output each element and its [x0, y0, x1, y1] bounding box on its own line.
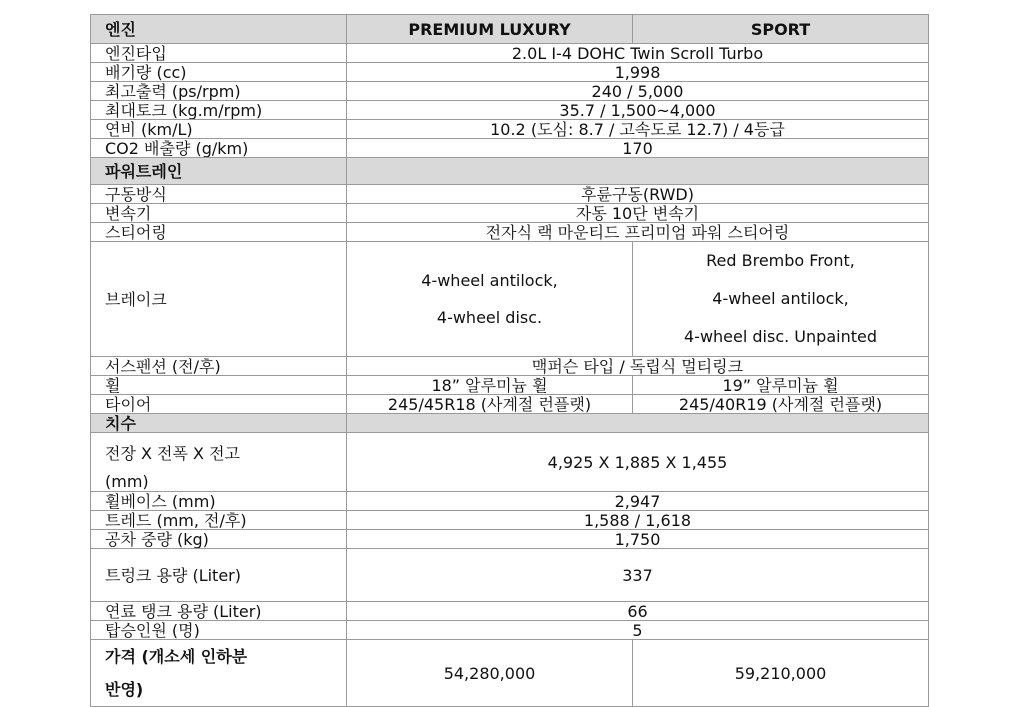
premium-luxury-header: PREMIUM LUXURY [347, 15, 633, 44]
table-row [91, 204, 929, 223]
row-value-sport: 245/40R19 (사계절 런플랫) [633, 395, 929, 414]
row-label: CO2 배출량 (g/km) [91, 139, 347, 158]
table-row [91, 223, 929, 242]
row-label: 엔진타입 [91, 44, 347, 63]
section-filler [347, 414, 929, 433]
row-value: 35.7 / 1,500~4,000 [347, 101, 929, 120]
row-label: 최대토크 (kg.m/rpm) [91, 101, 347, 120]
table-row [91, 511, 929, 530]
table-row [91, 621, 929, 640]
brake-luxury: 4-wheel antilock, 4-wheel disc. [347, 242, 633, 357]
table-row [91, 549, 929, 602]
brake-sport: Red Brembo Front, 4-wheel antilock, 4-wheel disc. Unpainted [633, 242, 929, 357]
row-label: 휠 [91, 376, 347, 395]
row-value: 후륜구동(RWD) [347, 185, 929, 204]
table-row [91, 82, 929, 101]
row-label: 공차 중량 (kg) [91, 530, 347, 549]
spec-table [90, 14, 929, 707]
row-label: 브레이크 [91, 242, 347, 357]
row-value-luxury: 245/45R18 (사계절 런플랫) [347, 395, 633, 414]
row-label: 탑승인원 (명) [91, 621, 347, 640]
price-sport: 59,210,000 [633, 640, 929, 707]
table-row [91, 63, 929, 82]
section-filler [347, 158, 929, 185]
engine-section-label: 엔진 [91, 15, 347, 44]
table-row [91, 376, 929, 395]
row-value: 2.0L I-4 DOHC Twin Scroll Turbo [347, 44, 929, 63]
row-value-luxury: 18” 알루미늄 휠 [347, 376, 633, 395]
row-value: 5 [347, 621, 929, 640]
row-label: 타이어 [91, 395, 347, 414]
row-value: 337 [347, 549, 929, 602]
row-label: 연료 탱크 용량 (Liter) [91, 602, 347, 621]
table-row [91, 530, 929, 549]
engine-header-row [91, 15, 929, 44]
row-value: 4,925 X 1,885 X 1,455 [347, 433, 929, 492]
row-label: 전장 X 전폭 X 전고 (mm) [91, 433, 347, 492]
row-value: 66 [347, 602, 929, 621]
row-value: 1,588 / 1,618 [347, 511, 929, 530]
price-luxury: 54,280,000 [347, 640, 633, 707]
row-value-sport: 19” 알루미늄 휠 [633, 376, 929, 395]
row-value: 1,750 [347, 530, 929, 549]
table-row [91, 101, 929, 120]
table-row [91, 357, 929, 376]
price-label: 가격 (개소세 인하분 반영) [91, 640, 347, 707]
row-value: 240 / 5,000 [347, 82, 929, 101]
row-label: 최고출력 (ps/rpm) [91, 82, 347, 101]
dimensions-section-label: 치수 [91, 414, 347, 433]
row-value: 맥퍼슨 타입 / 독립식 멀티링크 [347, 357, 929, 376]
row-value: 10.2 (도심: 8.7 / 고속도로 12.7) / 4등급 [347, 120, 929, 139]
row-label: 연비 (km/L) [91, 120, 347, 139]
sport-header: SPORT [633, 15, 929, 44]
brake-row [91, 242, 929, 357]
row-label: 스티어링 [91, 223, 347, 242]
powertrain-section-row [91, 158, 929, 185]
row-label: 서스펜션 (전/후) [91, 357, 347, 376]
row-value: 자동 10단 변속기 [347, 204, 929, 223]
table-row [91, 395, 929, 414]
table-row [91, 44, 929, 63]
row-value: 전자식 랙 마운티드 프리미엄 파워 스티어링 [347, 223, 929, 242]
row-value: 1,998 [347, 63, 929, 82]
table-row [91, 120, 929, 139]
row-value: 2,947 [347, 492, 929, 511]
row-label: 배기량 (cc) [91, 63, 347, 82]
table-row [91, 433, 929, 492]
row-value: 170 [347, 139, 929, 158]
table-row [91, 185, 929, 204]
table-row [91, 602, 929, 621]
row-label: 변속기 [91, 204, 347, 223]
row-label: 구동방식 [91, 185, 347, 204]
row-label: 휠베이스 (mm) [91, 492, 347, 511]
dimensions-section-row [91, 414, 929, 433]
table-row [91, 492, 929, 511]
table-row [91, 139, 929, 158]
price-row [91, 640, 929, 707]
powertrain-section-label: 파워트레인 [91, 158, 347, 185]
row-label: 트레드 (mm, 전/후) [91, 511, 347, 530]
row-label: 트렁크 용량 (Liter) [91, 549, 347, 602]
